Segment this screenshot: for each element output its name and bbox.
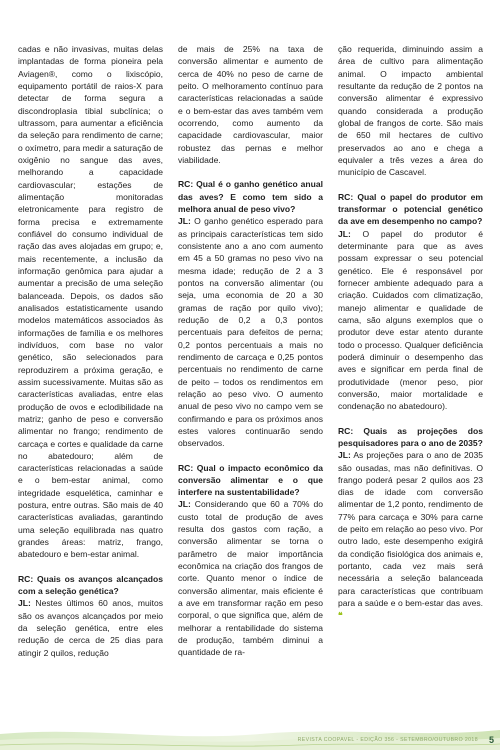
interview-question: RC: Qual o papel do produtor em transformar o potencial genético da ave em desempenho no campo?: [338, 191, 483, 227]
footer-publication-info: REVISTA COOPAVEL - EDIÇÃO 356 - SETEMBRO/OUTUBRO 2018: [297, 737, 478, 743]
text-column-1: [18, 43, 163, 659]
answer-text: O ganho genético esperado para as principais características tem sido consistente ano a ano com aumento em 45 a 50 gramas no peso vivo na mesma idade; redução de 2 a 3 pontos na conversão alimentar (ou seja, uma economia de 20 a 30 gramas de ração por quilo vivo); redução de 0,2 a 0,3 pontos percentuais para defeitos de perna; 0,2 pontos percentuais a mais no rendimento de carcaça e 0,25 pontos percentuais no rendimento de carne de peito – todos os rendimentos em relação ao peso vivo. O aumento anual de peso vivo no campo vem se confirmando e para os próximos anos estes valores continuarão sendo observados.: [178, 216, 323, 449]
interview-answer: [178, 498, 323, 658]
answer-speaker: JL:: [18, 598, 31, 609]
interview-answer: [338, 449, 483, 622]
interview-answer: [178, 215, 323, 449]
text-column-2: [178, 43, 323, 659]
footer-wave-decoration: [0, 716, 500, 750]
end-quote-icon: ❝: [338, 610, 343, 621]
page-footer: [0, 716, 500, 750]
answer-text: Considerando que 60 a 70% do custo total de produção de aves resulta dos gastos com ração, a conversão alimentar se torna o parâmetro de maior importância econômica na criação dos frangos de corte. Quanto menor o índice de conversão alimentar, mais eficiente é a ave em transformar ração em peso corporal, o que significa que, além de melhorar a rentabilidade do sistema de produção, também diminui a quantidade de ra-: [178, 499, 323, 658]
answer-speaker: JL:: [178, 499, 191, 510]
interview-question: RC: Quais os avanços alcançados com a seleção genética?: [18, 573, 163, 597]
body-paragraph: cadas e não invasivas, muitas delas implantadas de forma pioneira pela Aviagen®, como o lixiscópio, equipamento portátil de raios-X para detectar de forma segura a discondroplasia tibial subclínica; o ultrassom, para aumentar a eficiência da seleção para rendimento de carne; o oxímetro, para medir a saturação de oxigênio no sangue das aves, melhorando a capacidade cardiovascular; estações de alimentação monitoradas eletronicamente para registro de forma precisa e extremamente confiável do consumo individual de ração das aves alojadas em grupo; e, mais recentemente, a inclusão da informação genômica para ajudar a aumentar a precisão de uma seleção balanceada. Depois, os dados são analisados estatisticamente usando modelos matemáticos associados às informações de família e os melhores indivíduos, com base no valor genético, são selecionados para reproduzirem a próxima geração, e assim sucessivamente. Muitas são as características avaliadas, entre elas produção de ovos e eclodibilidade na matriz; ganho de peso e conversão alimentar no frango; rendimento de carcaça e cortes e qualidade da carne no abatedouro; além de características relacionadas a saúde e o bem-estar animal, como integridade esquelética, caminhar e postura, entre outras. São mais de 40 características avaliadas, garantindo uma seleção equilibrada nas quatro grandes áreas: matriz, frango, abatedouro e bem-estar animal.: [18, 44, 163, 560]
answer-speaker: JL:: [178, 216, 191, 227]
answer-speaker: JL:: [338, 450, 351, 461]
page-number: 5: [488, 735, 494, 745]
body-paragraph: ção requerida, diminuindo assim a área de cultivo para alimentação animal. O impacto ambiental resultante da redução de 2 pontos na conversão alimentar é expressivo quando considerada a produção global de frangos de corte. São mais de 650 mil hectares de cultivo preservados ao ano e chega a equivaler a três vezes a área do município de Cascavel.: [338, 44, 483, 178]
text-column-3: [338, 43, 483, 622]
answer-speaker: JL:: [338, 228, 351, 239]
answer-text: As projeções para o ano de 2035 são ousadas, mas não definitivas. O frango poderá pesar 2 quilos aos 23 dias de idade com conversão alimentar de 1,2 ponto, rendimento de 77% para carcaça e 30% para carne de peito em relação ao peso vivo. Por outro lado, este desempenho exigirá da condição fisiológica dos animais e, portanto, cada vez mais será necessária a seleção balanceada para características que contribuam para a saúde e o bem-estar das aves.: [338, 450, 483, 609]
answer-text: O papel do produtor é determinante para que as aves possam expressar o seu potencial genético. Ele é responsável por fornecer ambiente adequado para a criação. Cuidados com climatização, manejo alimentar e qualidade de cama, são alguns exemplos que o produtor deve estar atento durante todo o processo. Qualquer deficiência poderá diminuir o desempenho das aves e significar em perda final de produtividade (menor peso, pior conversão, maior mortalidade e condenação no abatedouro).: [338, 228, 483, 412]
interview-answer: [18, 597, 163, 659]
interview-question: RC: Quais as projeções dos pesquisadores para o ano de 2035?: [338, 425, 483, 448]
interview-question: RC: Qual é o ganho genético anual das aves? E como tem sido a melhora anual de peso vivo?: [178, 179, 323, 214]
interview-question: RC: Qual o impacto econômico da conversão alimentar e o que interfere na sustentabilidade?: [178, 462, 323, 498]
interview-answer: [338, 228, 483, 413]
answer-text: Nestes últimos 60 anos, muitos são os avanços alcançados por meio da seleção genética, entre eles redução de cerca de 25 dias para atingir 2 quilos, redução: [18, 598, 163, 658]
body-paragraph: de mais de 25% na taxa de conversão alimentar e aumento de cerca de 40% no peso de carne de peito. O melhoramento contínuo para características relacionadas a saúde e o bem-estar das aves também vem ocorrendo, como aumento da capacidade cardiovascular, maior robustez das pernas e melhor viabilidade.: [178, 44, 323, 165]
